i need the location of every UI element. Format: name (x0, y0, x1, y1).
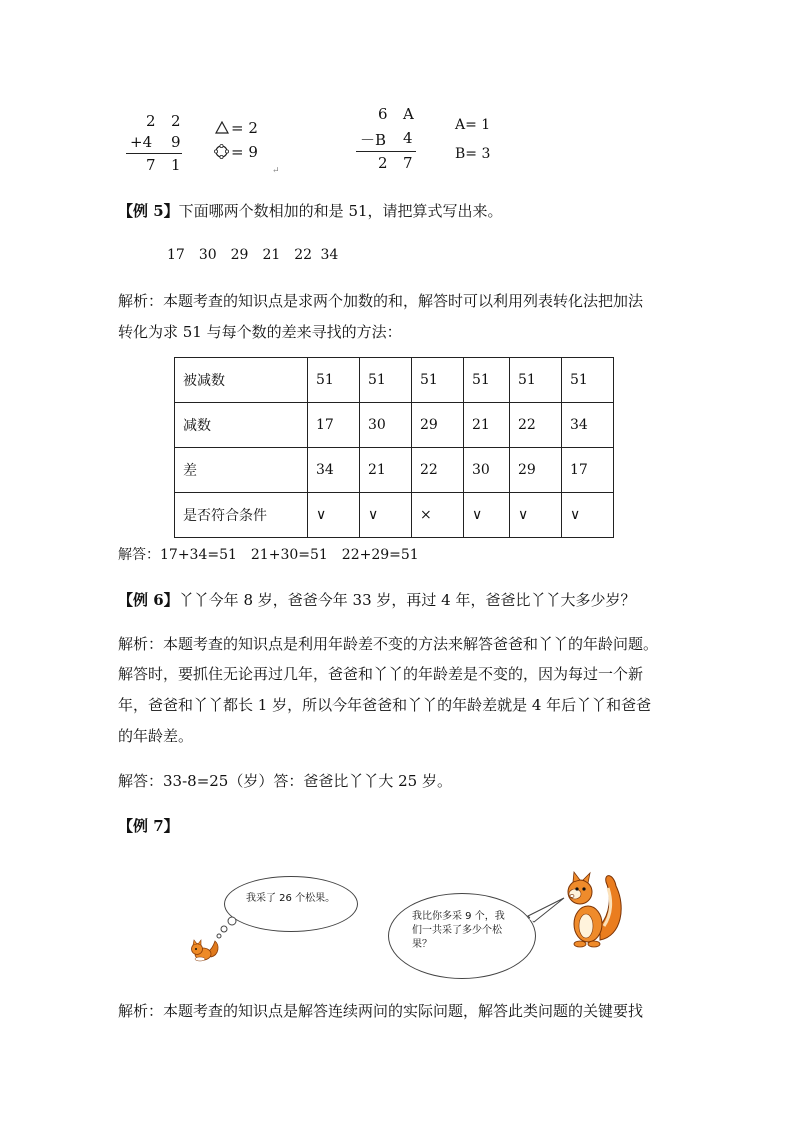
example-5-heading (118, 201, 503, 221)
table-cell: 17 (562, 448, 614, 493)
table-row (175, 358, 614, 403)
left-digit: 7 (146, 156, 156, 174)
example-6-answer: 解答：33-8=25（岁）答：爸爸比丫丫大 25 岁。 (118, 772, 452, 790)
example-5-question: 下面哪两个数相加的和是 51，请把算式写出来。 (178, 202, 503, 220)
example-6-analysis-line3: 年，爸爸和丫丫都长 1 岁，所以今年爸爸和丫丫的年龄差就是 4 年后丫丫和爸爸 (118, 696, 652, 714)
check-cell: ∨ (510, 493, 562, 538)
right-digit: A (403, 105, 414, 123)
table-cell: 21 (360, 448, 412, 493)
return-mark: ↵ (272, 166, 280, 176)
table-row (175, 493, 614, 538)
check-cell: ∨ (360, 493, 412, 538)
table-cell: 51 (464, 358, 510, 403)
triangle-value: = 2 (231, 119, 258, 137)
left-digit: 2 (146, 112, 156, 130)
example-6-heading (118, 590, 635, 610)
check-cell: ∨ (308, 493, 360, 538)
right-digit: 4 (403, 129, 413, 147)
difference-line (356, 151, 416, 152)
table-row (175, 403, 614, 448)
cross-cell: × (412, 493, 464, 538)
table-cell: 30 (464, 448, 510, 493)
sum-line (126, 153, 182, 154)
example-6-label: 【例 6】 (118, 591, 179, 609)
bubble-right-text-1: 我比你多采 9 个，我 (412, 911, 505, 922)
example-7-analysis: 解析：本题考查的知识点是解答连续两问的实际问题，解答此类问题的关键要找 (118, 1002, 644, 1020)
example-6-question: 丫丫今年 8 岁，爸爸今年 33 岁，再过 4 年，爸爸比丫丫大多少岁？ (178, 591, 636, 609)
example-5-analysis-line2: 转化为求 51 与每个数的差来寻找的方法： (118, 323, 402, 341)
table-cell: 51 (412, 358, 464, 403)
triangle-icon (215, 121, 229, 134)
left-digit: 1 (171, 156, 181, 174)
example-6-analysis-line2: 解答时，要抓住无论再过几年，爸爸和丫丫的年龄差是不变的，因为每过一个新 (118, 665, 644, 683)
example-6-analysis-line1: 解析：本题考查的知识点是利用年龄差不变的方法来解答爸爸和丫丫的年龄问题。 (118, 635, 659, 653)
right-digit: －B (360, 131, 387, 149)
table-cell: 34 (562, 403, 614, 448)
example-5-answer: 解答：17+34=51 21+30=51 22+29=51 (118, 547, 419, 563)
table-cell: 22 (510, 403, 562, 448)
right-digit: 6 (378, 105, 388, 123)
table-cell: 51 (562, 358, 614, 403)
flower-icon (214, 144, 229, 159)
example-5-numbers: 17 30 29 21 22 34 (167, 247, 339, 263)
table-cell: 30 (360, 403, 412, 448)
table-cell: 21 (464, 403, 510, 448)
table-cell: 51 (308, 358, 360, 403)
example-6-analysis-line4: 的年龄差。 (118, 727, 194, 745)
table-cell: 51 (360, 358, 412, 403)
table-cell: 51 (510, 358, 562, 403)
check-cell: ∨ (562, 493, 614, 538)
table-row (175, 448, 614, 493)
small-squirrel-icon (189, 937, 221, 965)
circle-value: = 9 (231, 143, 258, 161)
row-header: 减数 (175, 403, 308, 448)
right-digit: 2 (378, 154, 388, 172)
big-squirrel-icon (560, 870, 628, 952)
difference-table (174, 357, 614, 538)
bubble-right-text-2: 们一共采了多少个松 (412, 925, 502, 936)
left-digit: 2 (171, 112, 181, 130)
right-digit: 7 (403, 154, 413, 172)
example-5-label: 【例 5】 (118, 202, 179, 220)
table-cell: 34 (308, 448, 360, 493)
left-digit: 9 (171, 133, 181, 151)
check-cell: ∨ (464, 493, 510, 538)
a-value: A= 1 (455, 117, 491, 133)
left-digit: +4 (130, 133, 153, 151)
table-cell: 29 (510, 448, 562, 493)
row-header: 被减数 (175, 358, 308, 403)
table-cell: 22 (412, 448, 464, 493)
table-cell: 17 (308, 403, 360, 448)
b-value: B= 3 (455, 146, 491, 162)
example-7-label: 【例 7】 (118, 817, 179, 835)
row-header: 差 (175, 448, 308, 493)
table-cell: 29 (412, 403, 464, 448)
bubble-left-text: 我采了 26 个松果。 (246, 893, 336, 904)
example-5-analysis-line1: 解析：本题考查的知识点是求两个加数的和，解答时可以利用列表转化法把加法 (118, 292, 644, 310)
row-header: 是否符合条件 (175, 493, 308, 538)
bubble-right-text-3: 果？ (412, 939, 432, 950)
